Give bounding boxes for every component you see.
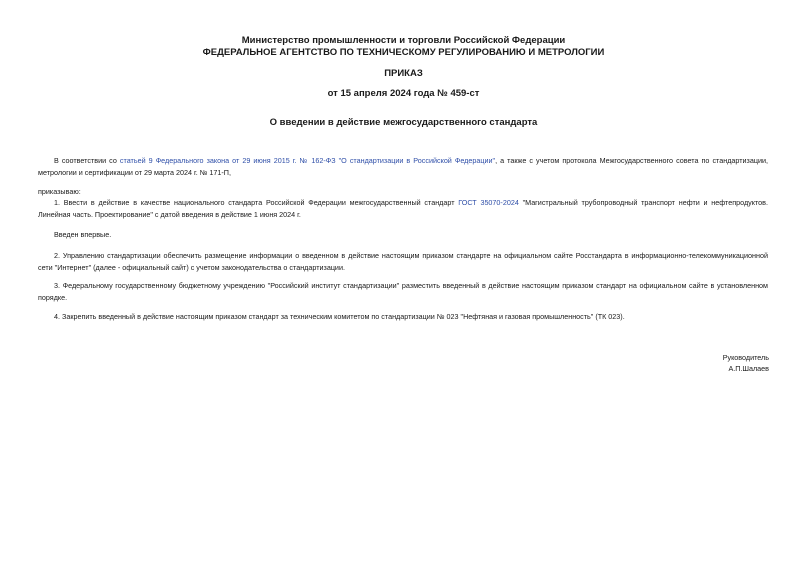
intro-prefix: В соответствии со [54, 156, 120, 165]
item-4-paragraph: 4. Закрепить введенный в действие настоящим приказом стандарт за техническим комитетом по стандартизации № 023 "Нефтяная и газовая промышленность" (ТК 023). [54, 312, 625, 321]
signature-name: А.П.Шалаев [728, 364, 769, 373]
order-date: от 15 апреля 2024 года № 459-ст [327, 88, 480, 99]
introduced-first-time: Введен впервые. [54, 230, 112, 239]
ministry-name: Министерство промышленности и торговли Российской Федерации [241, 35, 566, 46]
law-article-link[interactable]: статьей 9 Федерального закона от 29 июня 2015 г. № 162-ФЗ "О стандартизации в Российской Федерации" [119, 156, 496, 165]
order-subject: О введении в действие межгосударственного стандарта [269, 117, 538, 128]
item-3-paragraph: 3. Федеральному государственному бюджетному учреждению "Российский институт стандартизации" разместить введенный в действие настоящим приказом стандарт на официальном сайте в установленном порядке. [38, 281, 768, 302]
order-title: ПРИКАЗ [384, 68, 423, 79]
item-2-paragraph: 2. Управлению стандартизации обеспечить размещение информации о введенном в действие настоящим приказом стандарте на официальном сайте Росстандарта в информационно-телекоммуникационной сети "Интернет" (далее - официальный сайт) с учетом законодательства о стандартизации. [38, 251, 768, 272]
item-1-prefix: 1. Ввести в действие в качестве национального стандарта Российской Федерации межгосударственный стандарт [54, 198, 459, 207]
item-1-suffix: "Магистральный трубопроводный транспорт нефти и нефтепродуктов. Линейная часть. Проектирование" с датой введения в действие 1 июня 2024 г. [38, 198, 768, 219]
signature-role: Руководитель [722, 353, 769, 362]
intro-paragraph [38, 155, 768, 178]
agency-name: ФЕДЕРАЛЬНОЕ АГЕНТСТВО ПО ТЕХНИЧЕСКОМУ РЕГУЛИРОВАНИЮ И МЕТРОЛОГИИ [202, 47, 605, 58]
prikazyvayu-text: приказываю: [38, 187, 81, 196]
item-1-paragraph [38, 197, 768, 220]
intro-suffix: , а также с учетом протокола Межгосударственного совета по стандартизации, метрологии и сертификации от 29 марта 2024 г. № 171-П, [38, 156, 768, 177]
gost-link[interactable]: ГОСТ 35070-2024 [458, 198, 519, 207]
